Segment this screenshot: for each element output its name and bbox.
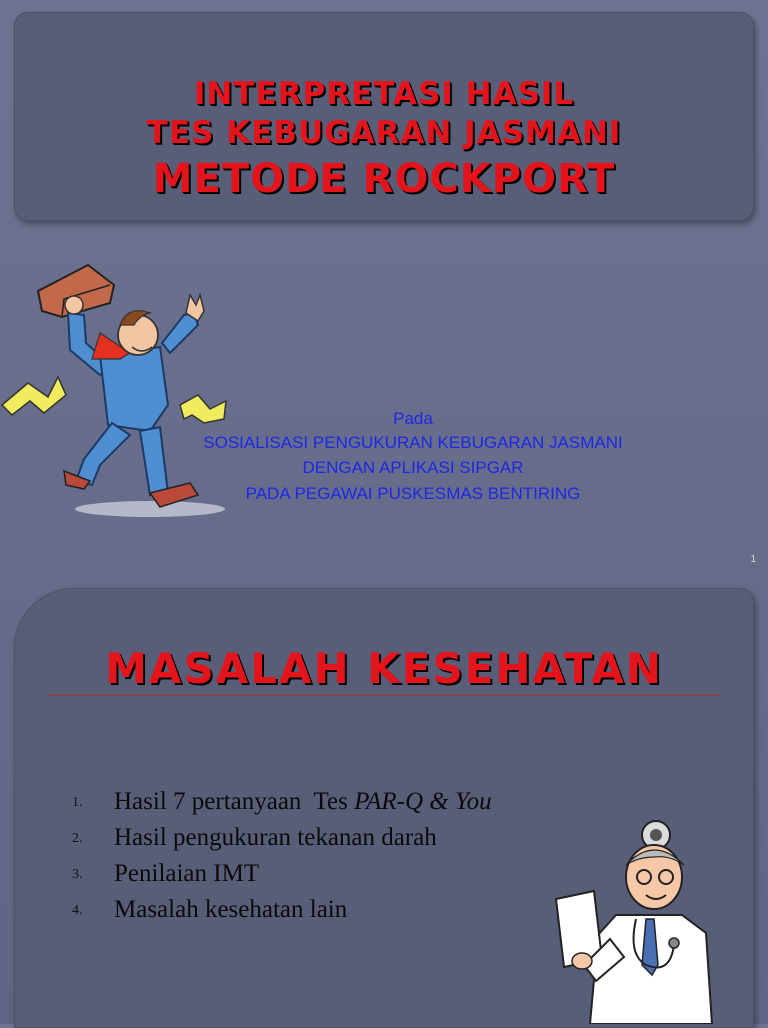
title-line-2: TES KEBUGARAN JASMANI xyxy=(146,115,622,151)
page-number: 1 xyxy=(750,554,756,565)
list-number: 1. xyxy=(72,795,83,810)
title-box xyxy=(14,12,754,221)
list-number: 4. xyxy=(72,903,83,918)
list-text-plain: Hasil 7 pertanyaan Tes xyxy=(114,788,355,815)
doctor-icon xyxy=(550,815,720,1024)
list-number: 3. xyxy=(72,867,83,882)
title-line-1: INTERPRETASI HASIL xyxy=(193,76,575,112)
slide-title: MASALAH KESEHATAN xyxy=(105,644,663,693)
list-text: Masalah kesehatan lain xyxy=(114,896,348,923)
subtitle-line-2: SOSIALISASI PENGUKURAN KEBUGARAN JASMANI xyxy=(203,433,623,452)
list-text xyxy=(114,788,492,816)
subtitle-line-3: DENGAN APLIKASI SIPGAR xyxy=(302,458,524,477)
title-divider xyxy=(48,695,720,696)
subtitle-line-4: PADA PEGAWAI PUSKESMAS BENTIRING xyxy=(245,484,581,503)
title-line-3: METODE ROCKPORT xyxy=(152,156,616,202)
businessman-running-icon xyxy=(0,255,230,520)
list-text: Hasil pengukuran tekanan darah xyxy=(114,824,437,851)
list-text-italic: PAR-Q & You xyxy=(354,788,492,815)
slide-2 xyxy=(0,580,768,1024)
list-number: 2. xyxy=(72,831,83,846)
subtitle-line-1: Pada xyxy=(393,409,433,428)
list-text: Penilaian IMT xyxy=(114,860,260,887)
